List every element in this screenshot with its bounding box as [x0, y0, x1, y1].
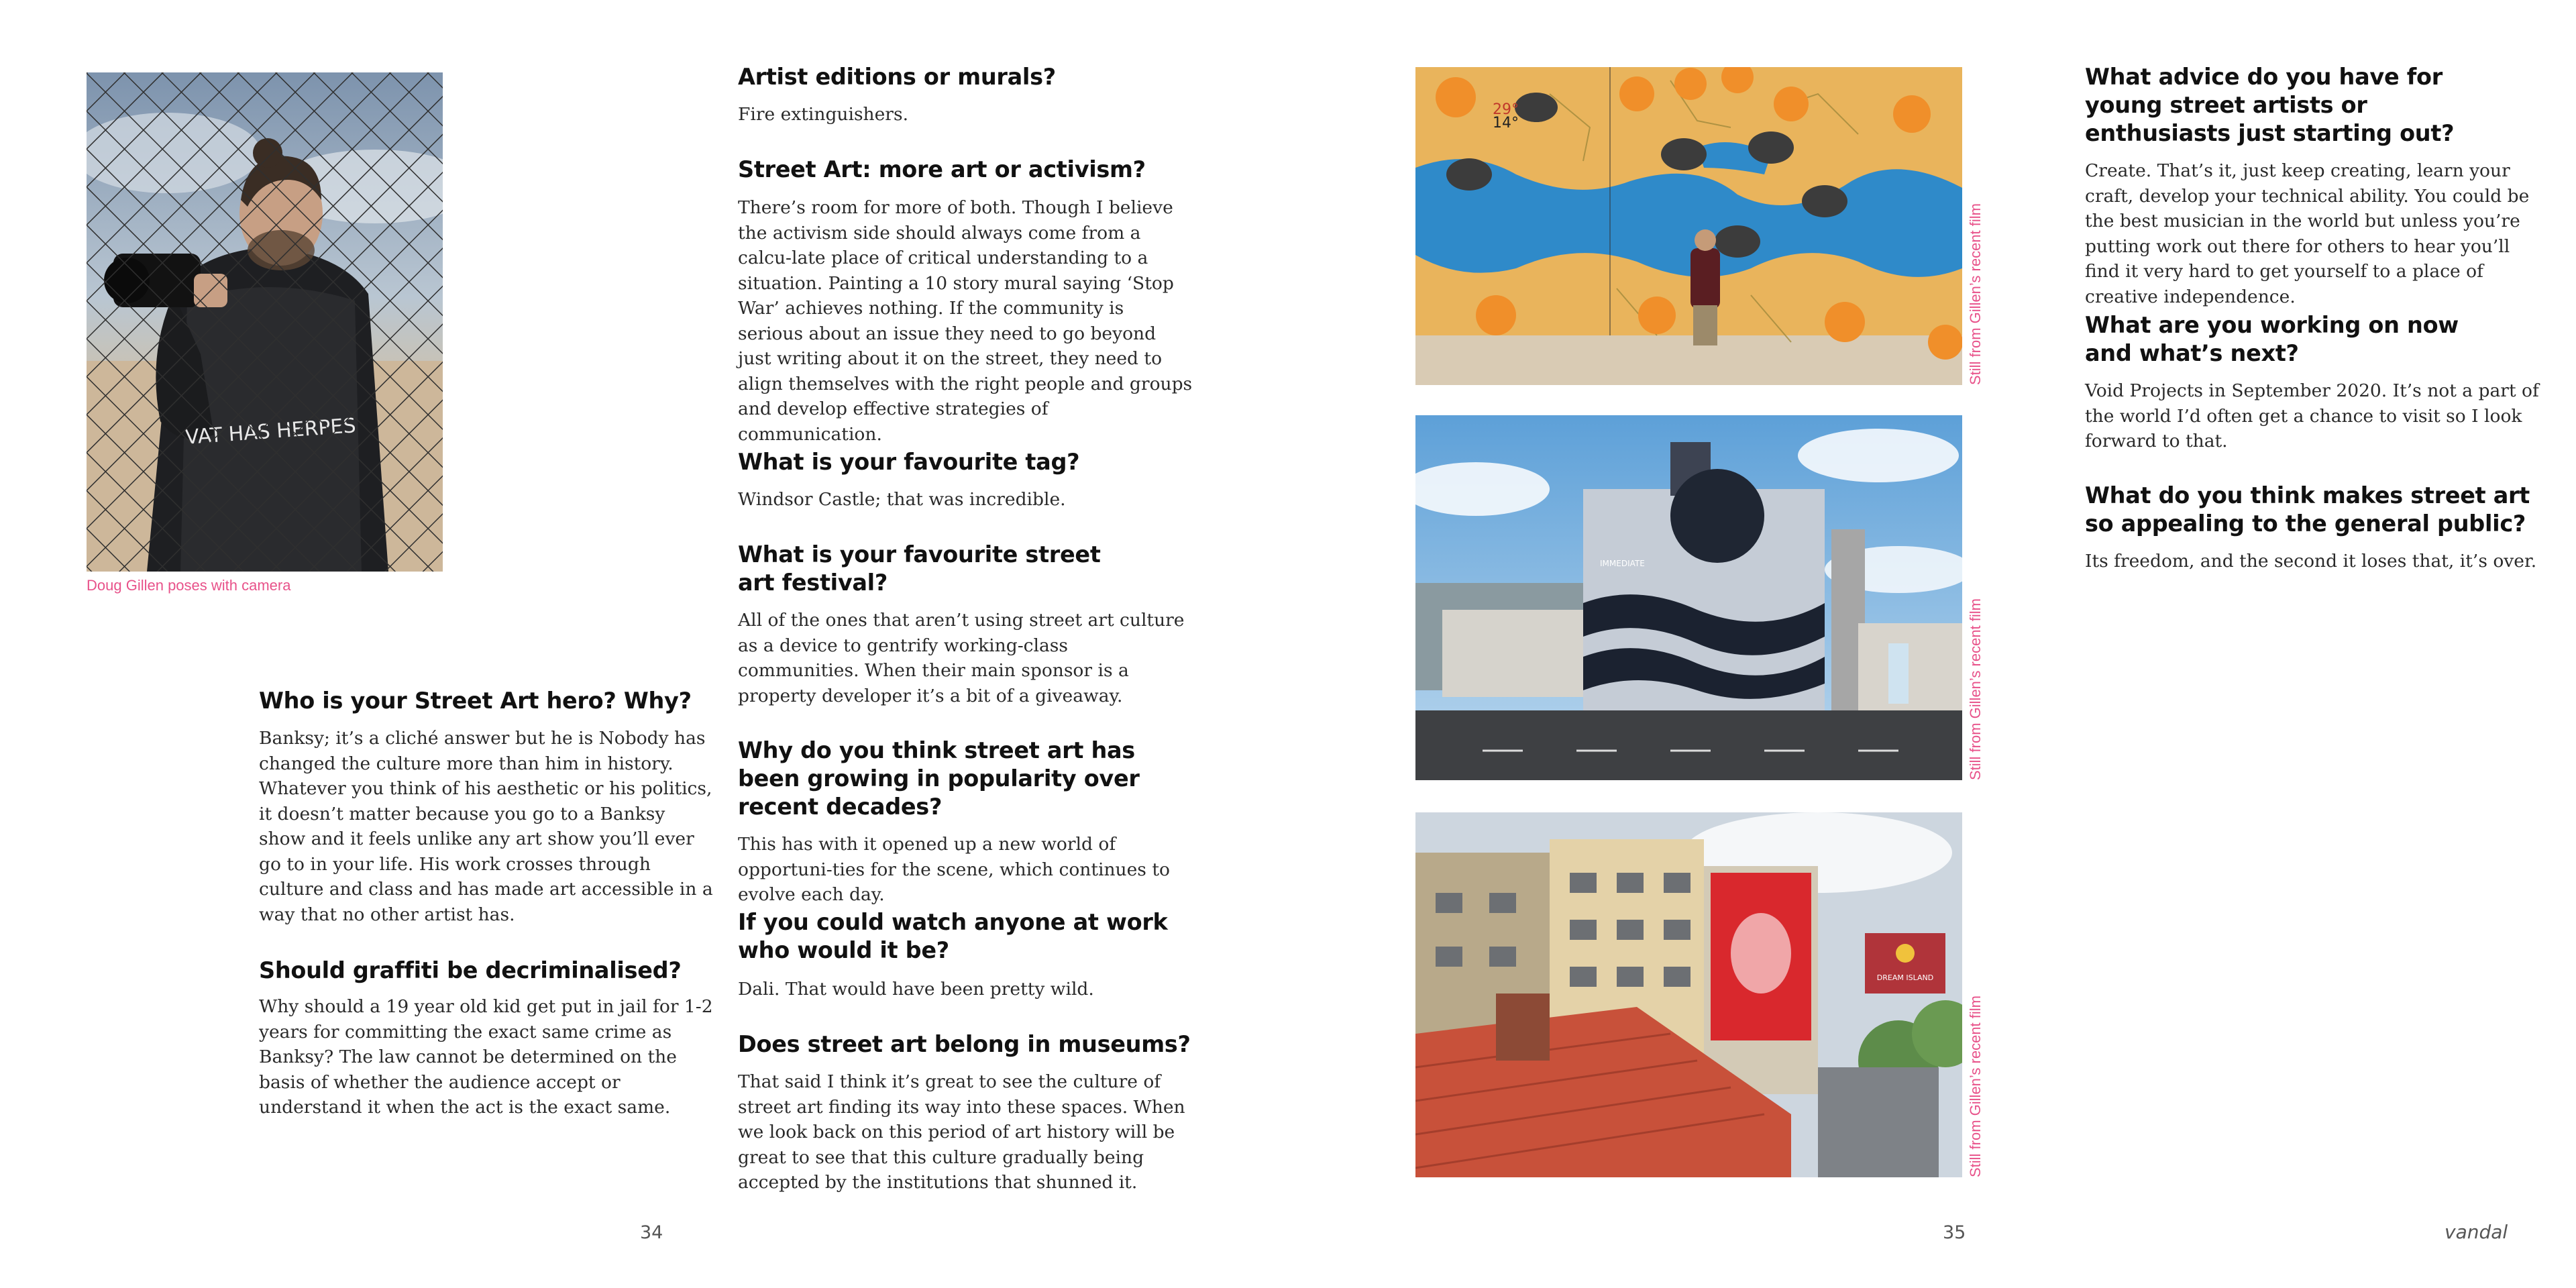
question-editions-or-murals: Artist editions or murals?	[738, 64, 1056, 90]
answer-favourite-tag: Windsor Castle; that was incredible.	[738, 489, 1066, 510]
portrait-photo	[87, 72, 443, 572]
answer-editions-or-murals: Fire extinguishers.	[738, 104, 909, 125]
billboard-text: DREAM ISLAND	[1876, 973, 1934, 982]
mural-text: IMMEDIATE	[1600, 559, 1645, 568]
answer-growing-popularity: This has with it opened up a new world of opportuni-ties for the scene, which continues to evolve each day.	[738, 834, 1170, 905]
question-advice-young-artists: What advice do you have for young street artists or enthusiasts just starting out?	[2085, 64, 2455, 146]
film-still-weather-map	[1415, 67, 1962, 385]
answer-favourite-festival: All of the ones that aren’t using street art culture as a device to gentrify working-class communities. When their main sponsor is a property developer it’s a bit of a giveaway.	[738, 610, 1185, 706]
caption-still-2: Still from Gillen’s recent film	[1967, 598, 1984, 780]
question-appealing-public: What do you think makes street art so appealing to the general public?	[2085, 482, 2530, 537]
question-favourite-tag: What is your favourite tag?	[738, 449, 1080, 475]
brand-logo: vandal	[2445, 1221, 2508, 1243]
temp-high: 29°	[1493, 101, 1519, 118]
portrait-caption: Doug Gillen poses with camera	[87, 577, 291, 594]
caption-still-3: Still from Gillen’s recent film	[1967, 996, 1984, 1177]
answer-art-or-activism: There’s room for more of both. Though I believe the activism side should always come from a calcu-late place of critical understanding to a situation. Painting a 10 story mural saying ‘Stop War’ achieves nothing. If the community is serious about an issue they need to go beyond just writing about it on the street, they need to align themselves with the right people and groups and develop effective strategies of communication.	[738, 197, 1193, 445]
film-still-building-mural	[1415, 415, 1962, 780]
answer-working-on-now: Void Projects in September 2020. It’s not a part of the world I’d often get a chance to visit so I look forward to that.	[2085, 380, 2539, 451]
question-museums: Does street art belong in museums?	[738, 1031, 1191, 1057]
question-art-or-activism: Street Art: more art or activism?	[738, 156, 1146, 182]
answer-appealing-public: Its freedom, and the second it loses that, it’s over.	[2085, 551, 2537, 572]
answer-advice-young-artists: Create. That’s it, just keep creating, learn your craft, develop your technical ability. You could be the best musician in the world but unless you’re putting work out there for others to hear you’ll find it very hard to get yourself to a place of creative independence.	[2085, 160, 2530, 307]
question-decriminalised: Should graffiti be decriminalised?	[259, 957, 682, 983]
answer-museums: That said I think it’s great to see the culture of street art finding its way into these spaces. When we look back on this period of art history will be great to see that this culture gradually being accepted by the institutions that shunned it.	[738, 1071, 1185, 1193]
question-favourite-festival: What is your favourite street art festival?	[738, 541, 1101, 596]
answer-decriminalised: Why should a 19 year old kid get put in jail for 1-2 years for committing the exact same crime as Banksy? The law cannot be determined on the basis of whether the audience accept or understand it when the act is the exact same.	[259, 996, 713, 1118]
page-number-right: 35	[1943, 1222, 1966, 1243]
page-number-left: 34	[640, 1222, 663, 1243]
film-still-rooftops	[1415, 812, 1962, 1177]
question-working-on-now: What are you working on now and what’s next?	[2085, 312, 2459, 366]
answer-street-art-hero: Banksy; it’s a cliché answer but he is Nobody has changed the culture more than him in history. Whatever you think of his aesthetic or his politics, it doesn’t matter because you go to a Banksy show and it feels unlike any art show you’ll ever go to in your life. His work crosses through culture and class and has made art accessible in a way that no other artist has.	[259, 728, 713, 925]
question-street-art-hero: Who is your Street Art hero? Why?	[259, 688, 692, 714]
temp-low: 14°	[1493, 115, 1519, 131]
caption-still-1: Still from Gillen’s recent film	[1967, 203, 1984, 385]
answer-watch-at-work: Dali. That would have been pretty wild.	[738, 979, 1094, 1000]
question-watch-at-work: If you could watch anyone at work who would it be?	[738, 909, 1168, 963]
question-growing-popularity: Why do you think street art has been growing in popularity over recent decades?	[738, 737, 1140, 820]
